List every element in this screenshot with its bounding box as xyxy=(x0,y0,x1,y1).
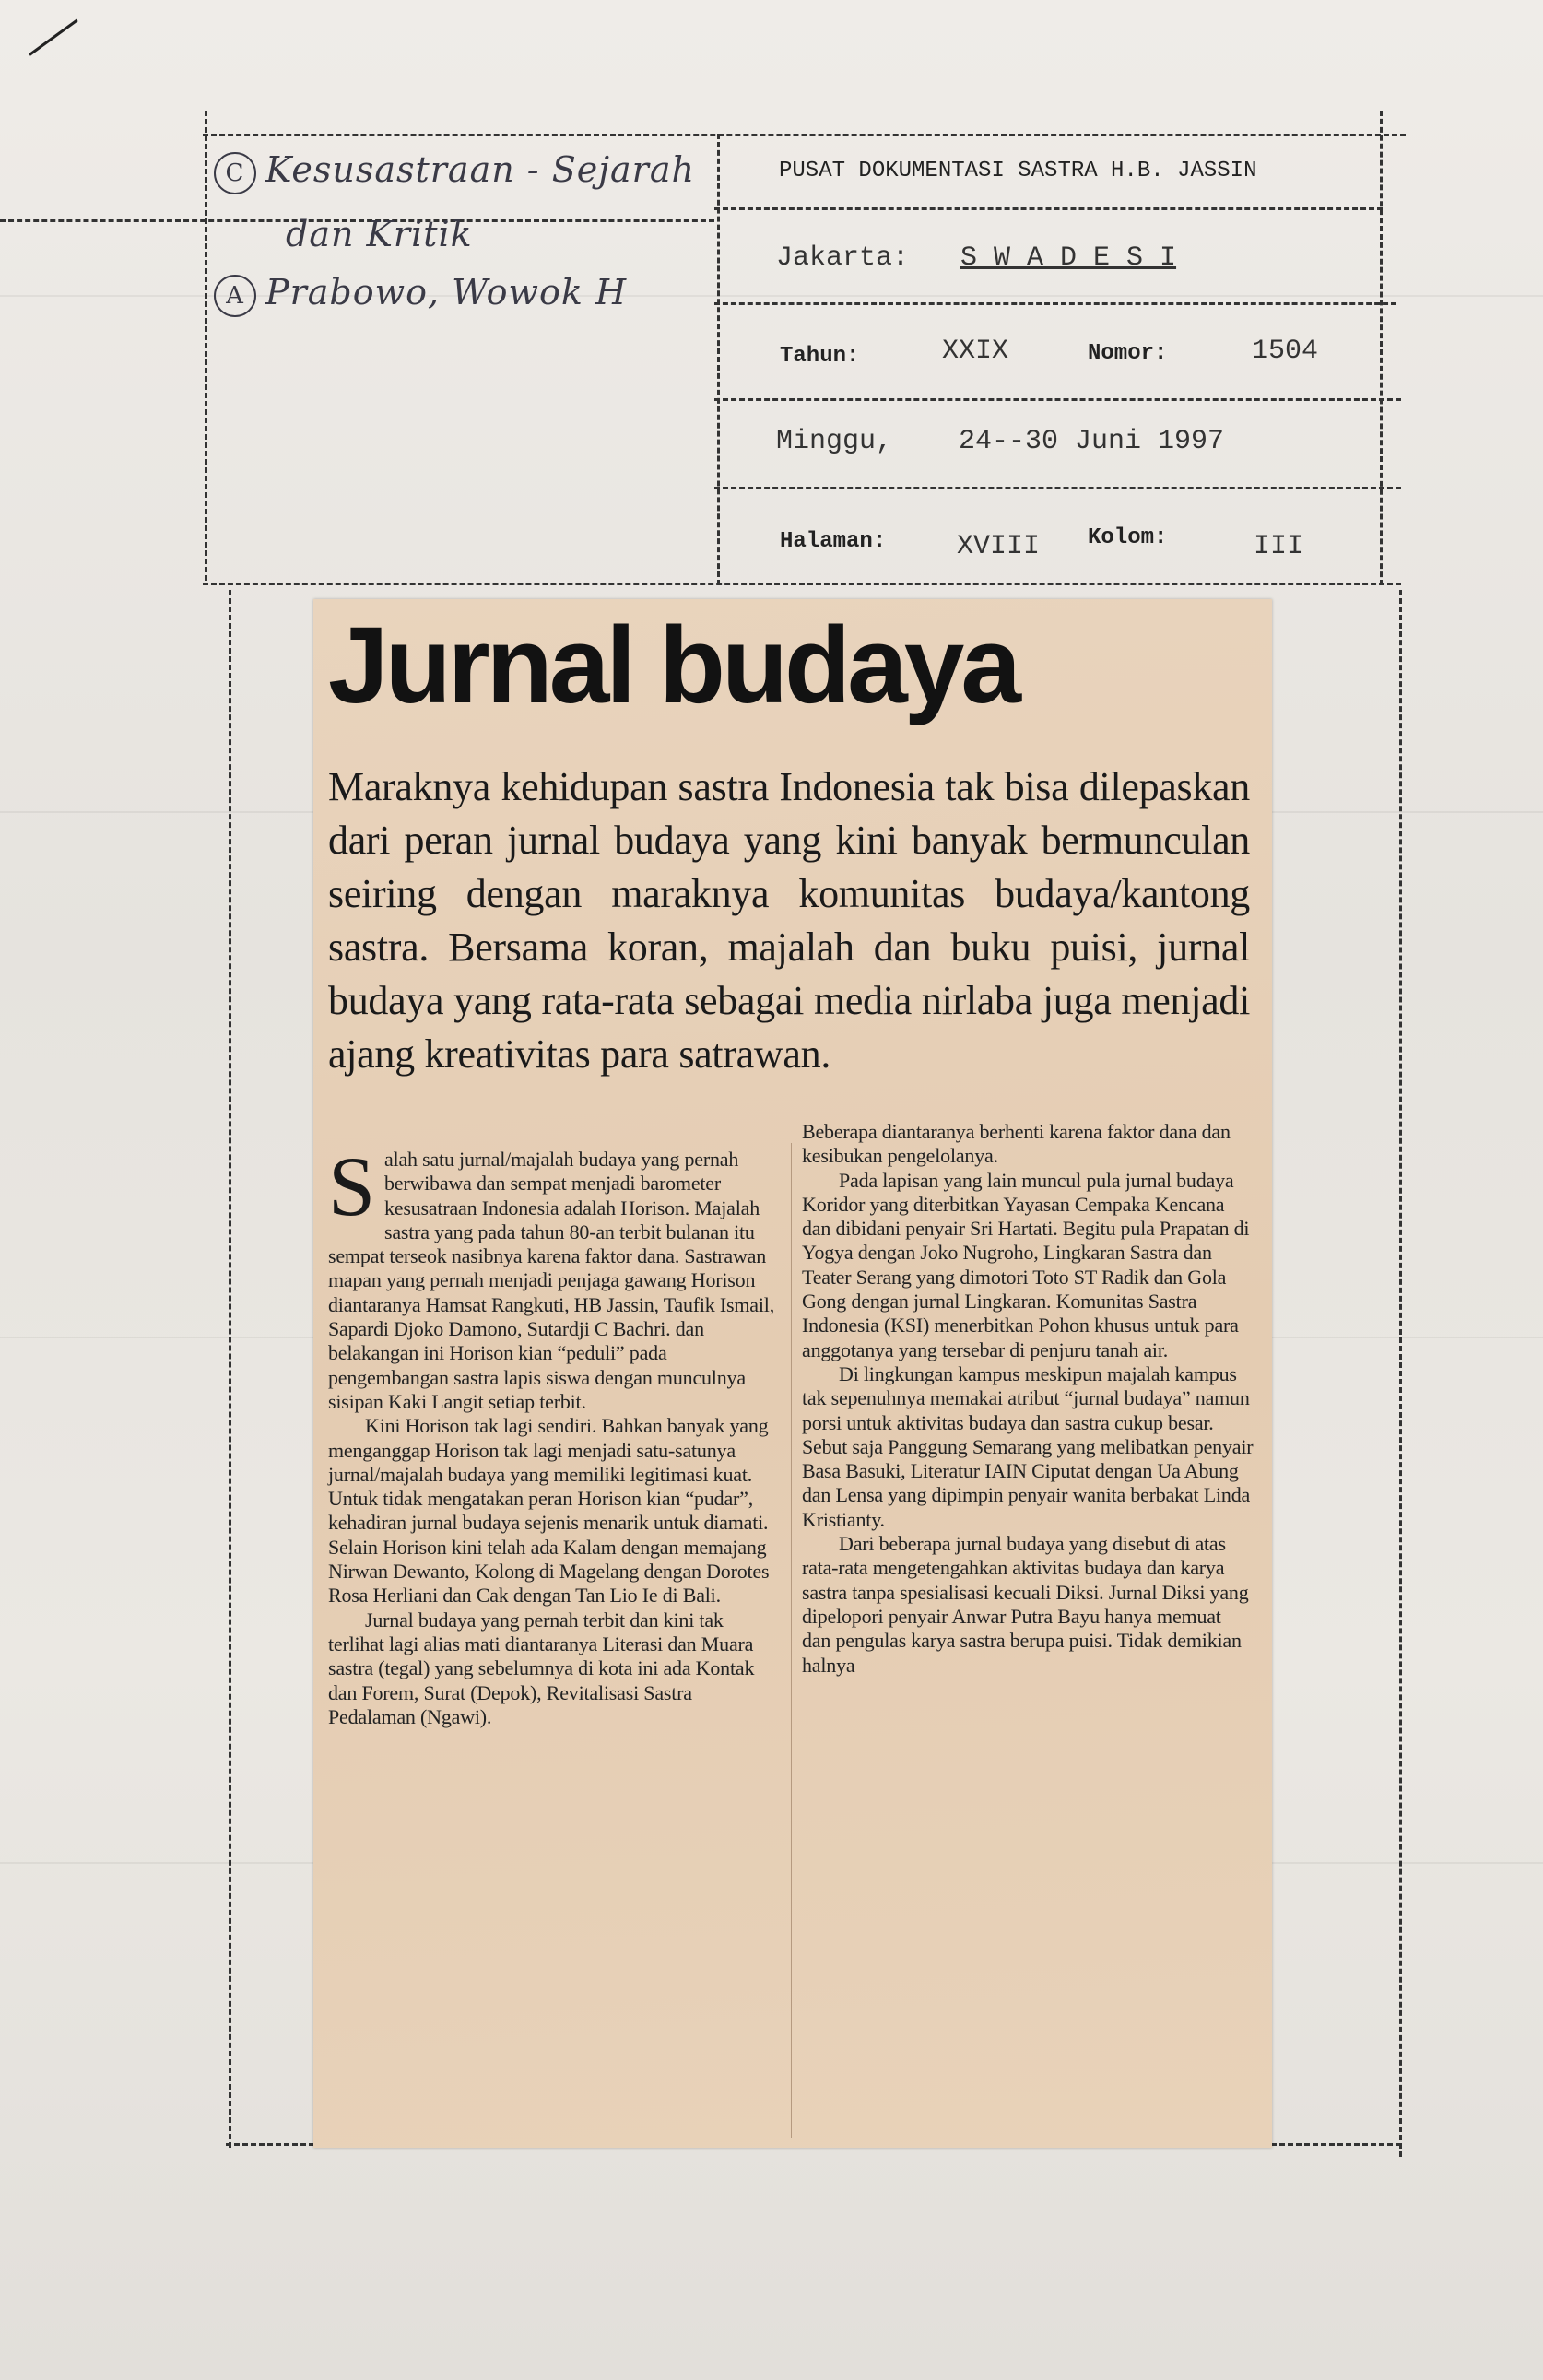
year-value: XXIX xyxy=(942,336,1009,367)
frame-line-left xyxy=(229,590,231,2148)
newspaper-clipping xyxy=(313,599,1272,2148)
frame-line-top xyxy=(203,134,1406,136)
article-headline: Jurnal budaya xyxy=(328,605,1019,726)
frame-line xyxy=(714,487,1401,489)
article-lead: Maraknya kehidupan sastra Indonesia tak bisa dilepaskan dari peran jurnal budaya yang kini banyak bermunculan seiring dengan maraknya komunitas budaya/kantong sastra. Bersama koran, majalah dan buku puisi, jurnal budaya yang rata-rata sebagai media nirlaba juga menjadi ajang kreativitas para satrawan. xyxy=(328,764,1250,1077)
handwritten-category xyxy=(214,149,695,194)
day-text: Minggu, xyxy=(776,426,893,457)
paragraph: Pada lapisan yang lain muncul pula jurnal budaya Koridor yang diterbitkan Yayasan Cempaka Kencana dan dibidani penyair Sri Hartati. Begitu pula Prapatan di Yogya dengan Joko Nugroho, Lingkaran Sastra dan Teater Serang yang dimotori Toto ST Radik dan Gola Gong dengan jurnal Lingkaran. Komunitas Sastra Indonesia (KSI) menerbitkan Pohon khusus untuk para anggotanya yang tersebar di penjuru tanah air. xyxy=(802,1168,1250,1361)
column-value: III xyxy=(1254,531,1304,562)
paragraph: Jurnal budaya yang pernah terbit dan kini tak terlihat lagi alias mati diantaranya Literasi dan Muara sastra (tegal) yang sebelumnya di kota ini ada Kontak dan Forem, Surat (Depok), Revitalisasi Sastra Pedalaman (Ngawi). xyxy=(328,1608,755,1728)
column-rule xyxy=(791,1143,792,2138)
frame-line-divider xyxy=(717,134,720,585)
circled-mark: C xyxy=(214,152,256,194)
handwritten-author xyxy=(214,272,627,317)
frame-line-left xyxy=(205,111,207,581)
year-label: Tahun: xyxy=(780,344,860,369)
frame-line-right xyxy=(1380,111,1383,585)
paragraph xyxy=(328,1139,780,1414)
drop-cap: S xyxy=(328,1139,375,1233)
frame-line xyxy=(714,302,1396,305)
article-column-2 xyxy=(802,1120,1254,1678)
circled-mark: A xyxy=(214,275,256,317)
page-label: Halaman: xyxy=(780,529,887,554)
institution-name: PUSAT DOKUMENTASI SASTRA H.B. JASSIN xyxy=(779,159,1257,183)
number-value: 1504 xyxy=(1252,336,1319,367)
paragraph: Beberapa diantaranya berhenti karena faktor dana dan kesibukan pengelolanya. xyxy=(802,1120,1231,1168)
publication-name: S W A D E S I xyxy=(960,242,1177,274)
date-text: 24--30 Juni 1997 xyxy=(959,426,1225,457)
frame-line xyxy=(203,583,1401,585)
page-value: XVIII xyxy=(957,531,1041,562)
paragraph: Di lingkungan kampus meskipun majalah kampus tak sepenuhnya memakai atribut “jurnal budaya” namun porsi untuk aktivitas budaya dan sastra cukup besar. Sebut saja Panggung Semarang yang melibatkan penyair Basa Basuki, Literatur IAIN Ciputat dengan Ua Abung dan Lensa yang dipimpin penyair wanita berbakat Linda Kristianty. xyxy=(802,1361,1254,1531)
paragraph: Dari beberapa jurnal budaya yang disebut di atas rata-rata mengetengahkan aktivitas budaya dan karya sastra tanpa spesialisasi kecuali Diksi. Jurnal Diksi yang dipelopori penyair Anwar Putra Bayu hanya memuat dan pengulas karya sastra berupa puisi. Tidak demikian halnya xyxy=(802,1532,1249,1677)
number-label: Nomor: xyxy=(1088,341,1168,366)
frame-line-right xyxy=(1399,590,1402,2157)
author-text: Prabowo, Wowok H xyxy=(265,272,628,312)
paragraph: Kini Horison tak lagi sendiri. Bahkan banyak yang menganggap Horison tak lagi menjadi satu-satunya jurnal/majalah budaya yang memiliki legitimasi kuat. Untuk tidak mengatakan peran Horison kian “pudar”, kehadiran jurnal budaya sejenis menarik untuk diamati. Selain Horison kini telah ada Kalam dengan memajang Nirwan Dewanto, Kolong di Magelang dengan Dorotes Rosa Herliani dan Cak dengan Tan Lio Ie di Bali. xyxy=(328,1414,770,1608)
paragraph-text: alah satu jurnal/majalah budaya yang pernah berwibawa dan sempat menjadi barometer kesusatraan Indonesia adalah Horison. Majalah sastra yang pada tahun 80-an terbit bulanan itu sempat terseok nasibnya karena faktor dana. Sastrawan mapan yang pernah menjadi penjaga gawang Horison diantaranya Hamsat Rangkuti, HB Jassin, Taufik Ismail, Sapardi Djoko Damono, Sutardji C Bachri. dan belakangan ini Horison kian “peduli” pada pengembangan sastra lapis siswa dengan munculnya sisipan Kaki Langit setiap terbit. xyxy=(328,1148,774,1413)
frame-line xyxy=(714,207,1383,210)
city-label: Jakarta: xyxy=(776,242,910,274)
frame-line xyxy=(714,398,1401,401)
category-text: Kesusastraan - Sejarah xyxy=(265,149,695,190)
article-column-1 xyxy=(328,1139,780,1729)
column-label: Kolom: xyxy=(1088,525,1168,550)
category-text-line2: dan Kritik xyxy=(286,214,473,254)
